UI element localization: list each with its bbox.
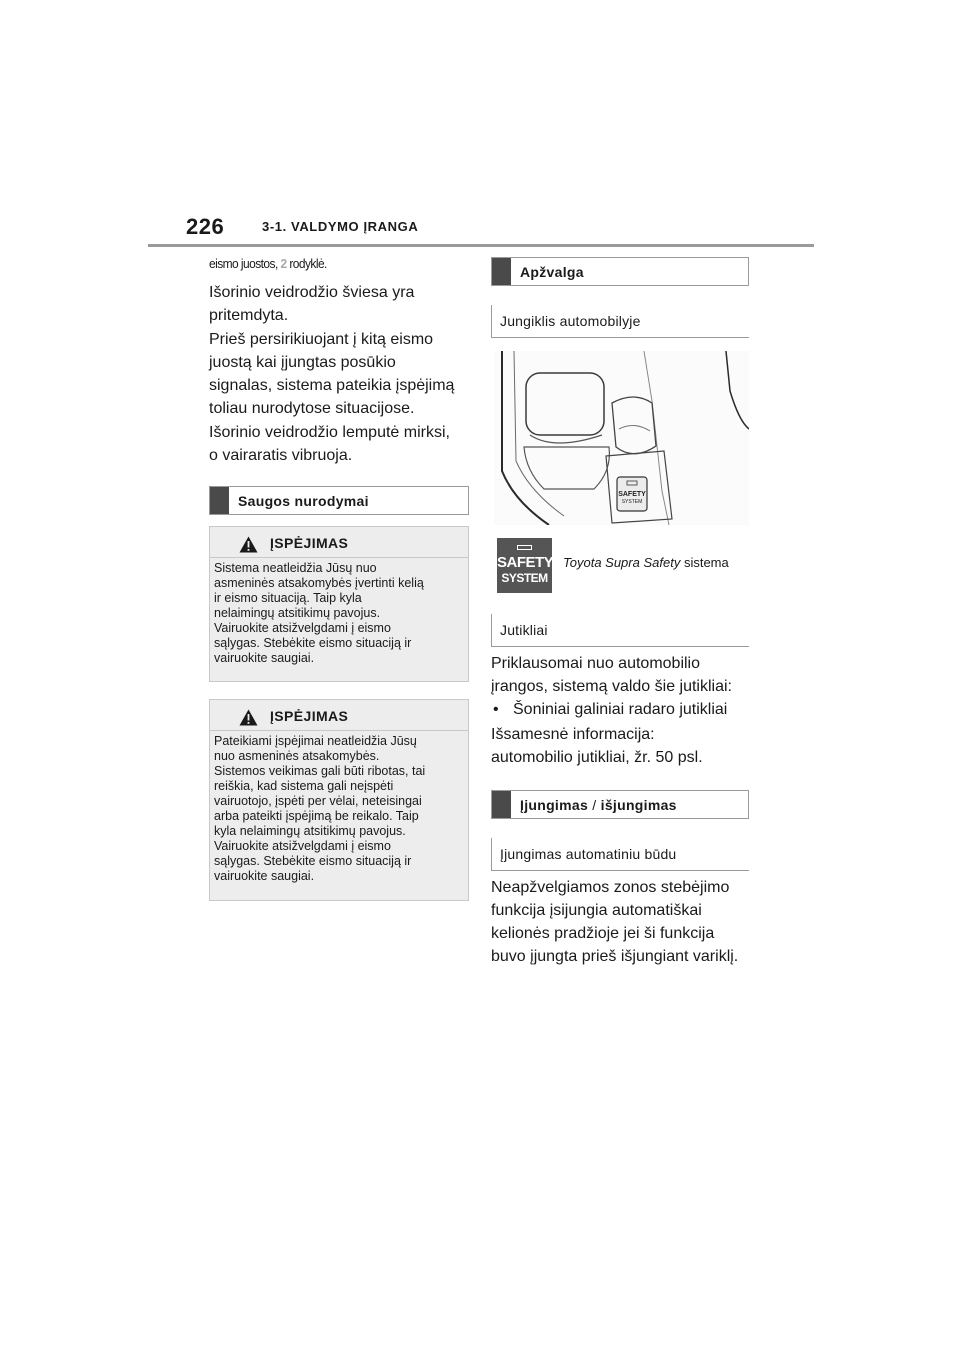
text-line: Išorinio veidrodžio lemputė mirksi, [209,424,450,441]
heading-bar [210,487,229,514]
heading-bar [492,258,511,285]
text-line: toliau nurodytose situacijose. [209,400,415,417]
warning-text [214,734,464,884]
bullet-dot: • [493,701,499,718]
heading-part: išjungimas [600,797,677,813]
text-line: Neapžvelgiamos zonos stebėjimo [491,879,730,896]
center-console-photo [494,351,749,525]
safety-icon-text-top: SAFETY [497,554,554,571]
text-line: buvo įjungta prieš išjungiant variklį. [491,948,739,965]
warning-line: Pateikiami įspėjimai neatleidžia Jūsų [214,734,417,748]
text-line: funkcija įsijungia automatiškai [491,902,702,919]
warning-line: vairuotojo, įspėti per vėlai, neteisingai [214,794,422,808]
safety-icon-text-bottom: SYSTEM [501,571,548,585]
heading-separator: / [588,797,601,813]
warning-line: vairuokite saugiai. [214,869,315,883]
text-line: kelionės pradžioje jei ši funkcija [491,925,715,942]
warning-box-1 [209,526,469,682]
warning-line: kyla nelaimingų atsitikimų pavojus. [214,824,406,838]
warning-line: sąlygas. Stebėkite eismo situaciją ir [214,636,412,650]
heading-text: Apžvalga [520,264,584,280]
paragraph-mirror-blink [209,421,450,467]
warning-title: ĮSPĖJIMAS [270,708,349,724]
warning-line: vairuokite saugiai. [214,651,315,665]
paragraph-warning-situations [209,328,454,420]
warning-line: Vairuokite atsižvelgdami į eismo [214,839,391,853]
warning-line: ir eismo situaciją. Taip kyla [214,591,362,605]
continued-text [209,256,327,271]
warning-title: ĮSPĖJIMAS [270,535,349,551]
heading-on-off [491,790,749,819]
text-line: įrangos, sistemą valdo šie jutikliai: [491,678,732,695]
header-rule [148,244,814,247]
bullet-text: Šoniniai galiniai radaro jutikliai [513,701,728,718]
heading-text: Saugos nurodymai [238,493,369,509]
subheading-auto [491,838,749,871]
heading-overview [491,257,749,286]
photo-label-top: SAFETY [618,491,646,498]
subheading-text: Įjungimas automatiniu būdu [500,846,677,862]
caption-rest: sistema [680,555,729,570]
continued-text-pre: eismo juostos, [209,256,281,271]
bullet-item [491,698,727,721]
text-line: pritemdyta. [209,307,289,324]
subheading-text: Jutikliai [500,622,548,638]
console-illustration [494,351,749,525]
warning-line: asmeninės atsakomybės įvertinti kelią [214,576,424,590]
warning-line: reiškia, kad sistema gali neįspėti [214,779,394,793]
subheading-text: Jungiklis automobilyje [500,313,641,329]
warning-triangle-icon [239,536,258,553]
heading-bar [492,791,511,818]
safety-icon-indicator [517,545,532,550]
paragraph-sensors [491,652,732,698]
text-line: automobilio jutikliai, žr. 50 psl. [491,749,703,766]
paragraph-auto [491,876,738,968]
subheading-switch [491,305,749,338]
text-line: o vairaratis vibruoja. [209,447,353,464]
warning-line: nelaimingų atsitikimų pavojus. [214,606,381,620]
warning-triangle-icon [239,709,258,726]
page-number: 226 [186,214,225,239]
warning-header [210,700,468,731]
heading-safety-instructions [209,486,469,515]
heading-text [520,797,677,813]
warning-line: Vairuokite atsižvelgdami į eismo [214,621,391,635]
warning-line: sąlygas. Stebėkite eismo situaciją ir [214,854,412,868]
paragraph-mirror-light [209,281,414,327]
paragraph-more-info [491,723,703,769]
section-title: 3-1. VALDYMO ĮRANGA [262,219,419,234]
text-line: Išsamesnė informacija: [491,726,655,743]
text-line: signalas, sistema pateikia įspėjimą [209,377,455,394]
subheading-sensors [491,614,749,647]
text-line: juostą kai įjungtas posūkio [209,354,396,371]
warning-header [210,527,468,558]
heading-part: Įjungimas [520,797,589,813]
warning-line: nuo asmeninės atsakomybės. [214,749,380,763]
warning-line: arba pateikti įspėjimą be reikalo. Taip [214,809,419,823]
text-line: Išorinio veidrodžio šviesa yra [209,284,415,301]
text-line: Prieš persirikiuojant į kitą eismo [209,331,434,348]
arrow-number: 2 [280,256,287,271]
text-line: Priklausomai nuo automobilio [491,655,700,672]
warning-text [214,561,464,666]
warning-box-2 [209,699,469,901]
safety-system-icon [497,538,552,593]
caption-italic: Toyota Supra Safety [563,555,681,570]
continued-text-post: rodyklė. [286,256,327,271]
image-caption [563,555,729,570]
warning-line: Sistema neatleidžia Jūsų nuo [214,561,377,575]
photo-label-bottom: SYSTEM [621,499,643,505]
warning-line: Sistemos veikimas gali būti ribotas, tai [214,764,426,778]
